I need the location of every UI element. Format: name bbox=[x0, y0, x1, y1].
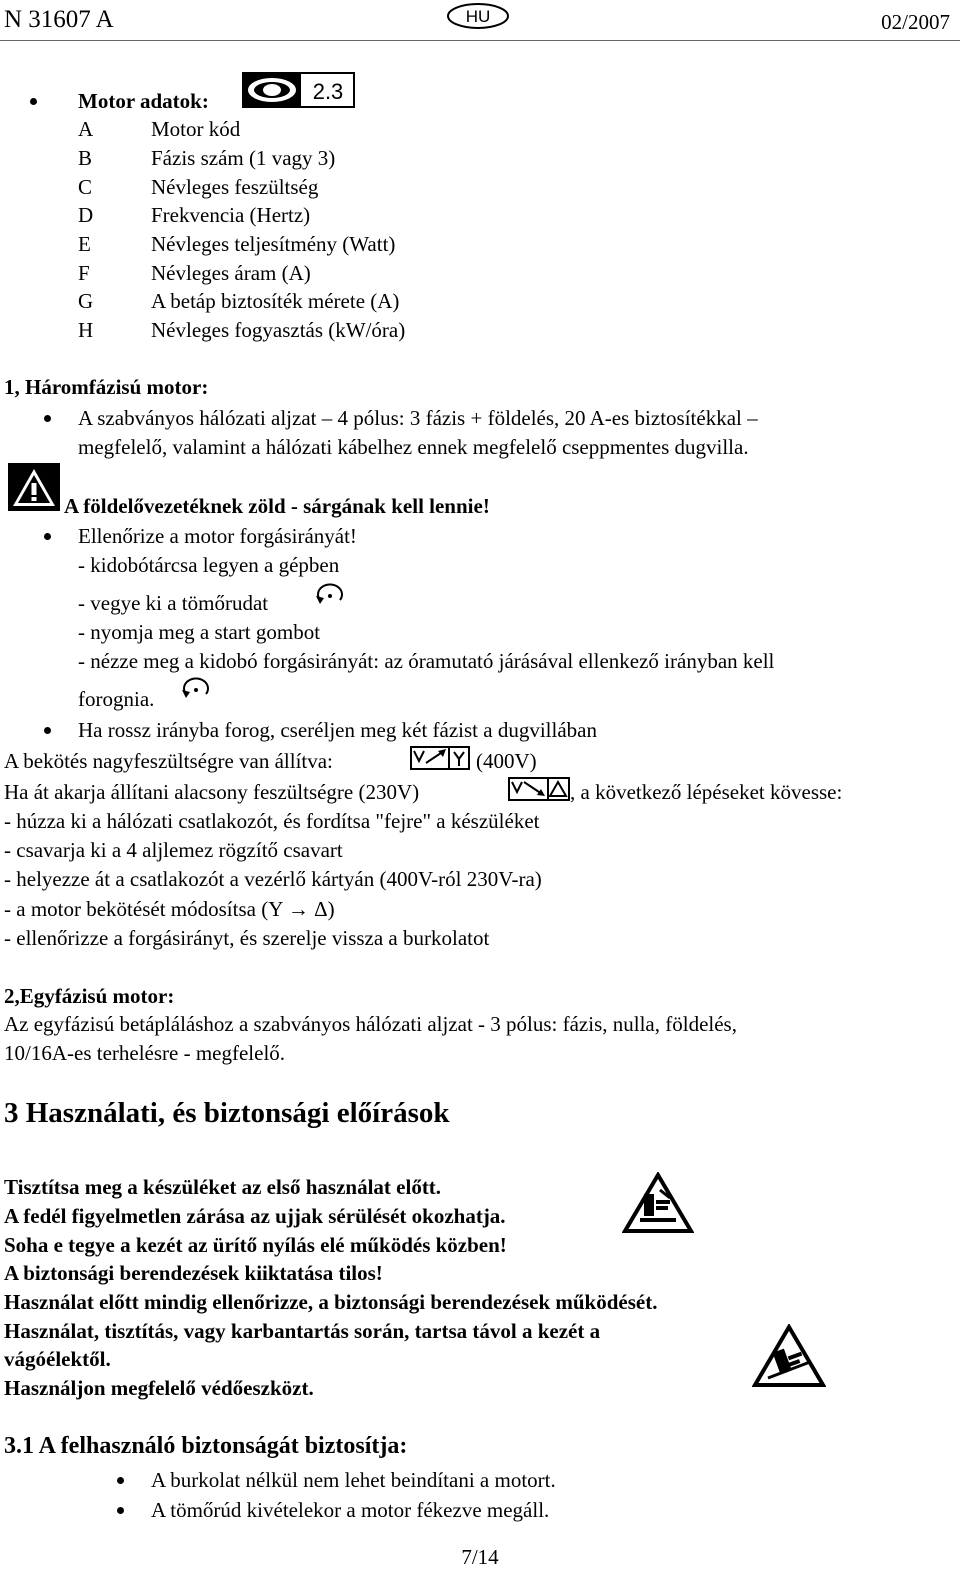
rotation-check-text: Ellenőrize a motor forgásirányát! bbox=[78, 524, 357, 548]
section-3-1-title: 3.1 A felhasználó biztonságát biztosítja: bbox=[4, 1433, 408, 1459]
motor-row-letter: C bbox=[78, 175, 93, 199]
safety-rule: A fedél figyelmetlen zárása az ujjak sérülését okozhatja. bbox=[4, 1204, 506, 1228]
document-id: N 31607 A bbox=[4, 6, 114, 33]
low-voltage-instruction: , a következő lépéseket kövesse: bbox=[570, 780, 843, 804]
warning-icon bbox=[8, 463, 60, 511]
high-voltage-text: A bekötés nagyfeszültségre van állítva: bbox=[4, 749, 333, 773]
hu-language-logo bbox=[446, 2, 510, 30]
bullet-icon bbox=[117, 1507, 124, 1514]
rating-plate-icon bbox=[242, 72, 355, 108]
motor-data-title: Motor adatok: bbox=[78, 89, 209, 113]
conversion-step: - a motor bekötését módosítsa (Y → Δ) bbox=[4, 897, 335, 921]
three-phase-socket-line1: A szabványos hálózati aljzat – 4 pólus: 3 fázis + földelés, 20 A-es biztosítékkal – bbox=[78, 406, 758, 430]
rotation-direction-icon bbox=[312, 582, 348, 610]
safety-rule: A biztonsági berendezések kiiktatása tilos! bbox=[4, 1261, 383, 1285]
motor-row-text: Névleges teljesítmény (Watt) bbox=[151, 232, 396, 256]
safety-rule: Használjon megfelelő védőeszközt. bbox=[4, 1376, 314, 1400]
motor-row-text: A betáp biztosíték mérete (A) bbox=[151, 289, 400, 313]
safety-rule: Használat, tisztítás, vagy karbantartás során, tartsa távol a kezét a bbox=[4, 1319, 601, 1343]
rotation-step: - nyomja meg a start gombot bbox=[78, 620, 321, 644]
rotation-step: forognia. bbox=[78, 687, 155, 711]
switch-400v-icon bbox=[410, 746, 470, 770]
swap-phases-text: Ha rossz irányba forog, cseréljen meg két fázist a dugvillában bbox=[78, 718, 597, 742]
low-voltage-text: Ha át akarja állítani alacsony feszültségre (230V) bbox=[4, 780, 420, 804]
document-date: 02/2007 bbox=[881, 10, 950, 34]
motor-row-letter: G bbox=[78, 289, 94, 313]
bullet-icon bbox=[44, 415, 51, 422]
motor-row-letter: H bbox=[78, 318, 94, 342]
rotation-direction-icon bbox=[178, 676, 214, 704]
safety-rule: Soha e tegye a kezét az ürítő nyílás elé működés közben! bbox=[4, 1233, 507, 1257]
safety-rule: vágóélektől. bbox=[4, 1347, 111, 1371]
safety-rule: Tisztítsa meg a készüléket az első használat előtt. bbox=[4, 1175, 442, 1199]
safety-rule: Használat előtt mindig ellenőrizze, a biztonsági berendezések működését. bbox=[4, 1290, 658, 1314]
motor-row-text: Motor kód bbox=[151, 117, 241, 141]
rotation-step: - nézze meg a kidobó forgásirányát: az óramutató járásával ellenkező irányban kell bbox=[78, 649, 775, 673]
hand-crush-warning-icon bbox=[622, 1172, 694, 1234]
safety-feature-item: A tömőrúd kivételekor a motor fékezve megáll. bbox=[151, 1498, 550, 1522]
lang-badge-text: HU bbox=[465, 7, 491, 26]
page-number: 7/14 bbox=[461, 1545, 499, 1569]
bullet-icon bbox=[117, 1477, 124, 1484]
switch-230v-icon bbox=[508, 777, 570, 801]
motor-row-letter: B bbox=[78, 146, 93, 170]
bullet-icon bbox=[30, 98, 37, 105]
motor-row-text: Névleges fogyasztás (kW/óra) bbox=[151, 318, 406, 342]
hand-cut-warning-icon bbox=[752, 1324, 826, 1388]
rotation-step: - vegye ki a tömőrudat bbox=[78, 591, 269, 615]
motor-row-text: Névleges feszültség bbox=[151, 175, 319, 199]
single-phase-title: 2,Egyfázisú motor: bbox=[4, 984, 175, 1008]
single-phase-line1: Az egyfázisú betápláláshoz a szabványos hálózati aljzat - 3 pólus: fázis, nulla, földelés, bbox=[4, 1012, 737, 1036]
motor-row-letter: D bbox=[78, 203, 94, 227]
safety-feature-item: A burkolat nélkül nem lehet beindítani a motort. bbox=[151, 1468, 556, 1492]
motor-row-text: Fázis szám (1 vagy 3) bbox=[151, 146, 336, 170]
three-phase-socket-line2: megfelelő, valamint a hálózati kábelhez ennek megfelelő cseppmentes dugvilla. bbox=[78, 435, 749, 459]
rotation-step: - kidobótárcsa legyen a gépben bbox=[78, 553, 340, 577]
bullet-icon bbox=[44, 727, 51, 734]
motor-row-letter: A bbox=[78, 117, 94, 141]
conversion-step: - húzza ki a hálózati csatlakozót, és fordítsa "fejre" a készüléket bbox=[4, 809, 540, 833]
header-rule bbox=[0, 40, 960, 41]
rating-plate-code: 2.3 bbox=[312, 79, 344, 104]
grounding-warning: A földelővezetéknek zöld - sárgának kell lennie! bbox=[64, 494, 490, 518]
motor-row-text: Névleges áram (A) bbox=[151, 261, 311, 285]
conversion-step: - ellenőrizze a forgásirányt, és szerelje vissza a burkolatot bbox=[4, 926, 490, 950]
three-phase-title: 1, Háromfázisú motor: bbox=[4, 375, 209, 399]
conversion-step: - helyezze át a csatlakozót a vezérlő kártyán (400V-ról 230V-ra) bbox=[4, 867, 542, 891]
single-phase-line2: 10/16A-es terhelésre - megfelelő. bbox=[4, 1041, 286, 1065]
motor-row-text: Frekvencia (Hertz) bbox=[151, 203, 311, 227]
bullet-icon bbox=[44, 533, 51, 540]
high-voltage-value: (400V) bbox=[476, 749, 537, 773]
conversion-step: - csavarja ki a 4 aljlemez rögzítő csavart bbox=[4, 838, 343, 862]
section-3-title: 3 Használati, és biztonsági előírások bbox=[4, 1097, 450, 1129]
motor-row-letter: E bbox=[78, 232, 91, 256]
motor-row-letter: F bbox=[78, 261, 90, 285]
